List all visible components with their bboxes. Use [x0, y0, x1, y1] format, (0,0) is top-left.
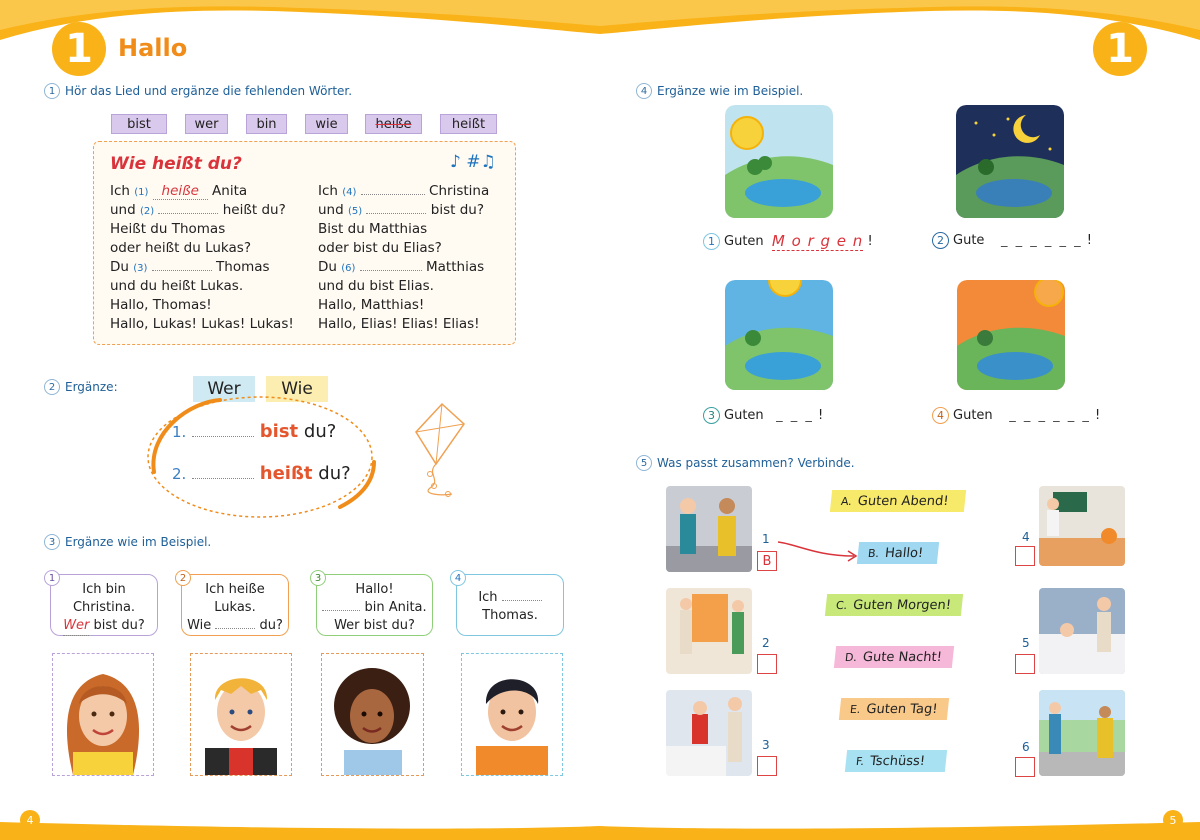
song-line: Du (3) Thomas: [110, 259, 270, 275]
answer-blank-1[interactable]: heiße: [153, 183, 208, 200]
girl-curly-portrait-icon: [322, 654, 423, 775]
ex1-number: 1: [44, 83, 60, 99]
photo-number-3: 3: [762, 738, 770, 752]
song-line: und (2) heißt du?: [110, 202, 286, 218]
ex3-number: 3: [44, 534, 60, 550]
bubble-line: Christina.: [72, 600, 136, 615]
ex4-item-2: 2 Gute _ _ _ _ _ _ !: [932, 232, 1092, 249]
chapter-number-right: 1: [1093, 22, 1147, 76]
song-line: Ich (1) heiße Anita: [110, 183, 248, 199]
answer-blank[interactable]: _ _ _: [776, 408, 814, 423]
speech-bubble-1: [50, 574, 158, 636]
boy-dark-hair-portrait-icon: [462, 654, 562, 775]
bubble-line: Lukas.: [214, 600, 256, 615]
landscape-morning: [725, 105, 833, 218]
bubble-number: 1: [44, 570, 60, 586]
music-note-icon: ♪ #♫: [450, 152, 496, 172]
ex4-instruction-text: Ergänze wie im Beispiel.: [657, 84, 804, 98]
song-line: oder bist du Elias?: [318, 240, 442, 256]
ex2-instruction-text: Ergänze:: [65, 380, 118, 394]
ex5-number: 5: [636, 455, 652, 471]
song-box: [93, 141, 516, 345]
label-a[interactable]: A. Guten Abend!: [830, 490, 966, 512]
portrait-anita: [321, 653, 424, 776]
photo-number-2: 2: [762, 636, 770, 650]
speech-bubble-3: [316, 574, 433, 636]
word-chip-bin[interactable]: bin: [246, 114, 287, 134]
photo-school-goodbye[interactable]: [1039, 690, 1125, 776]
word-chip-heisse[interactable]: heiße: [365, 114, 422, 134]
page-number-left: 4: [20, 810, 40, 830]
portrait-thomas: [461, 653, 563, 776]
ex2-blank-1[interactable]: [192, 436, 254, 437]
song-line: Hallo, Elias! Elias! Elias!: [318, 316, 480, 332]
word-chip-wie[interactable]: wie: [305, 114, 348, 134]
bubble-answer[interactable]: [215, 628, 255, 629]
photo-bedroom-wave[interactable]: [666, 690, 752, 776]
answer-box-4[interactable]: [1015, 546, 1035, 566]
bubble-line: Wer bist du?: [334, 618, 415, 633]
portrait-lukas: [190, 653, 292, 776]
word-chip-heisst[interactable]: heißt: [440, 114, 497, 134]
song-line: Du (6) Matthias: [318, 259, 485, 275]
label-e[interactable]: E. Guten Tag!: [839, 698, 949, 720]
bubble-answer[interactable]: [322, 610, 360, 611]
page-number-right: 5: [1163, 810, 1183, 830]
answer-box-3[interactable]: [757, 756, 777, 776]
bubble-number: 3: [310, 570, 326, 586]
song-line: Bist du Matthias: [318, 221, 428, 237]
label-b[interactable]: B. Hallo!: [857, 542, 939, 564]
ex3-instruction-text: Ergänze wie im Beispiel.: [65, 535, 212, 549]
answer-blank[interactable]: _ _ _ _ _ _: [1000, 233, 1083, 248]
ex2-item-1: 1. bist du?: [172, 421, 337, 442]
ex5-instruction-text: Was passt zusammen? Verbinde.: [657, 456, 855, 470]
item-number: 1: [703, 233, 720, 250]
ex2-item-2: 2. heißt du?: [172, 463, 351, 484]
word-chip-wer[interactable]: wer: [185, 114, 228, 134]
girl-portrait-icon: [53, 654, 153, 775]
landscape-evening: [957, 280, 1065, 390]
ex1-instruction: [44, 83, 352, 99]
photo-bedtime[interactable]: [1039, 588, 1125, 674]
item-number: 2: [932, 232, 949, 249]
bubble-number: 4: [450, 570, 466, 586]
bubble-number: 2: [175, 570, 191, 586]
ex5-instruction: [636, 455, 855, 471]
photo-classroom[interactable]: [1039, 486, 1125, 566]
word-chip-bist[interactable]: bist: [111, 114, 167, 134]
answer-box-5[interactable]: [1015, 654, 1035, 674]
ex4-item-1: 1 Guten M o r g e n !: [703, 232, 873, 251]
song-line: Hallo, Thomas!: [110, 297, 212, 313]
song-line: und (5) bist du?: [318, 202, 484, 218]
ex1-instruction-text: Hör das Lied und ergänze die fehlenden Wörter.: [65, 84, 353, 98]
answer-blank-2[interactable]: [158, 213, 218, 214]
bottom-banner: [0, 800, 1200, 840]
kite-icon: [412, 402, 466, 502]
item-number: 3: [703, 407, 720, 424]
speech-bubble-4: [456, 574, 564, 636]
ex2-instruction: [44, 379, 118, 395]
word-tab-wer[interactable]: Wer: [193, 376, 255, 402]
label-c[interactable]: C. Guten Morgen!: [825, 594, 963, 616]
bubble-line: Thomas.: [482, 608, 538, 623]
bubble-line: Hallo!: [355, 582, 394, 597]
answer-blank-5[interactable]: [366, 213, 426, 214]
answer-box-2[interactable]: [757, 654, 777, 674]
bubble-answer[interactable]: [502, 600, 542, 601]
answer-blank[interactable]: _ _ _ _ _ _: [1009, 408, 1091, 423]
bubble-line: Ich: [457, 589, 563, 607]
photo-two-boys-greeting[interactable]: [666, 486, 752, 572]
ex4-instruction: [636, 83, 803, 99]
answer-box-1[interactable]: B: [757, 551, 777, 571]
song-line: Heißt du Thomas: [110, 221, 226, 237]
bubble-line: bin Anita.: [317, 599, 432, 617]
chapter-title: Hallo: [118, 34, 188, 62]
photo-number-5: 5: [1022, 636, 1030, 650]
word-tab-wie[interactable]: Wie: [266, 376, 328, 402]
speech-bubble-2: [181, 574, 289, 636]
bubble-line: Ich bin: [82, 582, 126, 597]
bubble-line: Wer bist du?: [51, 617, 157, 636]
ex4-item-3: 3 Guten _ _ _ !: [703, 407, 823, 424]
ex4-item-4: 4 Guten _ _ _ _ _ _ !: [932, 407, 1100, 424]
answer-morgen[interactable]: M o r g e n: [771, 232, 864, 250]
answer-blank-4[interactable]: [361, 194, 425, 195]
song-title: Wie heißt du?: [110, 154, 242, 174]
photo-number-6: 6: [1022, 740, 1030, 754]
song-line: und du heißt Lukas.: [110, 278, 244, 294]
chapter-number-left: 1: [52, 22, 106, 76]
connecting-arrow: [776, 538, 860, 564]
ex3-instruction: [44, 534, 211, 550]
label-d[interactable]: D. Gute Nacht!: [834, 646, 954, 668]
answer-blank-3[interactable]: [152, 270, 212, 271]
bubble-line: Ich heiße: [205, 582, 265, 597]
item-number: 4: [932, 407, 949, 424]
ex2-oval: [140, 392, 380, 522]
ex4-number: 4: [636, 83, 652, 99]
boy-portrait-icon: [191, 654, 291, 775]
song-line: und du bist Elias.: [318, 278, 434, 294]
landscape-day: [725, 280, 833, 390]
photo-number-4: 4: [1022, 530, 1030, 544]
portrait-christina: [52, 653, 154, 776]
bubble-answer[interactable]: Wer: [63, 617, 89, 636]
bubble-line: Wie du?: [187, 618, 283, 633]
photo-morning-window[interactable]: [666, 588, 752, 674]
photo-number-1: 1: [762, 532, 770, 546]
ex2-number: 2: [44, 379, 60, 395]
song-line: oder heißt du Lukas?: [110, 240, 251, 256]
ex2-blank-2[interactable]: [192, 478, 254, 479]
landscape-night: [956, 105, 1064, 218]
label-f[interactable]: F. Tschüss!: [845, 750, 947, 772]
answer-box-6[interactable]: [1015, 757, 1035, 777]
song-line: Hallo, Matthias!: [318, 297, 425, 313]
song-line: Hallo, Lukas! Lukas! Lukas!: [110, 316, 294, 332]
song-line: Ich (4) Christina: [318, 183, 490, 199]
answer-blank-6[interactable]: [360, 270, 422, 271]
